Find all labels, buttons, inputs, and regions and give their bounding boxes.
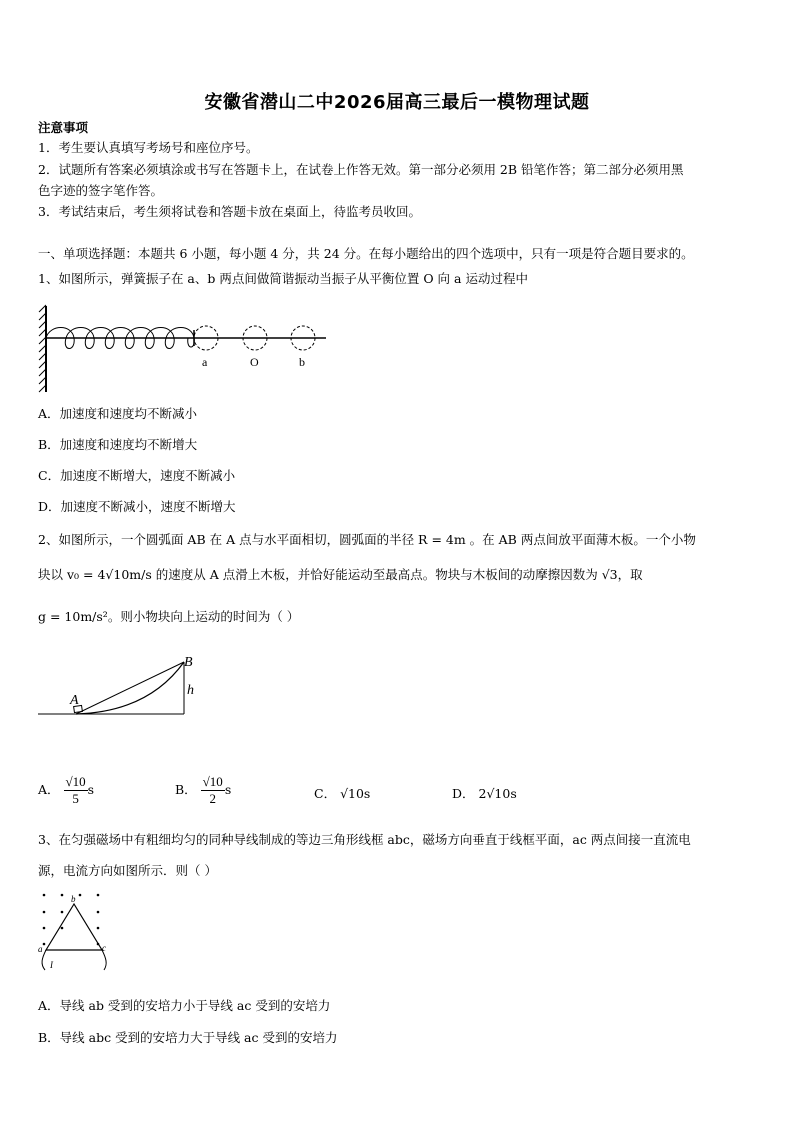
question-2-line-2: 块以 v₀ = 4√10m/s 的速度从 A 点滑上木板，并恰好能运动至最高点。物块与木板间的动摩擦因数为 √3，取 bbox=[38, 567, 643, 582]
denominator: 5 bbox=[72, 791, 79, 806]
option-c[interactable] bbox=[314, 786, 370, 802]
option-letter: B． bbox=[175, 782, 197, 797]
question-3-line-2: 源，电流方向如图所示．则（ ） bbox=[38, 863, 217, 878]
label-a: A bbox=[70, 693, 79, 708]
spring-oscillator-figure bbox=[36, 298, 336, 398]
unit: s bbox=[224, 782, 232, 797]
option-c[interactable]: C．加速度不断增大，速度不断减小 bbox=[38, 468, 236, 483]
notice-heading: 注意事项 bbox=[38, 120, 89, 135]
fraction bbox=[64, 774, 88, 807]
option-d[interactable]: D．加速度不断减小，速度不断增大 bbox=[38, 499, 236, 514]
label-b: b bbox=[71, 894, 76, 904]
unit: s bbox=[87, 782, 95, 797]
question-1-stem: 1、如图所示，弹簧振子在 a、b 两点间做简谐振动当振子从平衡位置 O 向 a 运动过程中 bbox=[38, 271, 528, 286]
section-heading: 一、单项选择题：本题共 6 小题，每小题 4 分，共 24 分。在每小题给出的四个选项中，只有一项是符合题目要求的。 bbox=[38, 246, 694, 261]
option-a[interactable] bbox=[38, 774, 94, 807]
notice-item: 色字迹的签字笔作答。 bbox=[38, 183, 164, 198]
label-h: h bbox=[187, 683, 194, 698]
option-b[interactable]: B．导线 abc 受到的安培力大于导线 ac 受到的安培力 bbox=[38, 1030, 338, 1045]
label-c: c bbox=[102, 943, 106, 953]
option-b[interactable] bbox=[175, 774, 231, 807]
option-letter: A． bbox=[38, 782, 60, 797]
label-b: B bbox=[184, 655, 193, 670]
option-a[interactable]: A．加速度和速度均不断减小 bbox=[38, 406, 198, 421]
numerator: √10 bbox=[65, 774, 86, 789]
triangle-frame-figure bbox=[36, 888, 116, 978]
option-b[interactable]: B．加速度和速度均不断增大 bbox=[38, 437, 198, 452]
label-b: b bbox=[299, 355, 305, 369]
page-title: 安徽省潜山二中2026届高三最后一模物理试题 bbox=[204, 92, 590, 113]
label-a: a bbox=[38, 944, 43, 954]
question-3-line-1: 3、在匀强磁场中有粗细均匀的同种导线制成的等边三角形线框 abc，磁场方向垂直于线框平面，ac 两点间接一直流电 bbox=[38, 832, 691, 847]
arc-incline-figure bbox=[38, 652, 208, 722]
label-o: O bbox=[250, 355, 259, 369]
option-letter: C． bbox=[314, 786, 337, 801]
denominator: 2 bbox=[209, 791, 216, 806]
notice-item: 3．考试结束后，考生须将试卷和答题卡放在桌面上，待监考员收回。 bbox=[38, 204, 421, 219]
notice-item: 1．考生要认真填写考场号和座位序号。 bbox=[38, 140, 259, 155]
option-d[interactable] bbox=[452, 786, 517, 802]
option-text: √10s bbox=[340, 786, 371, 801]
option-letter: D． bbox=[452, 786, 475, 801]
question-2-line-3: g = 10m/s²。则小物块向上运动的时间为（ ） bbox=[38, 609, 300, 624]
numerator: √10 bbox=[202, 774, 223, 789]
notice-item: 2．试题所有答案必须填涂或书写在答题卡上，在试卷上作答无效。第一部分必须用 2B 铅笔作答；第二部分必须用黑 bbox=[38, 162, 684, 177]
option-a[interactable]: A．导线 ab 受到的安培力小于导线 ac 受到的安培力 bbox=[38, 998, 331, 1013]
fraction bbox=[201, 774, 225, 807]
label-a: a bbox=[202, 355, 208, 369]
option-text: 2√10s bbox=[478, 786, 517, 801]
label-current: I bbox=[50, 960, 53, 970]
question-2-line-1: 2、如图所示，一个圆弧面 AB 在 A 点与水平面相切，圆弧面的半径 R = 4m 。在 AB 两点间放平面薄木板。一个小物 bbox=[38, 532, 696, 547]
